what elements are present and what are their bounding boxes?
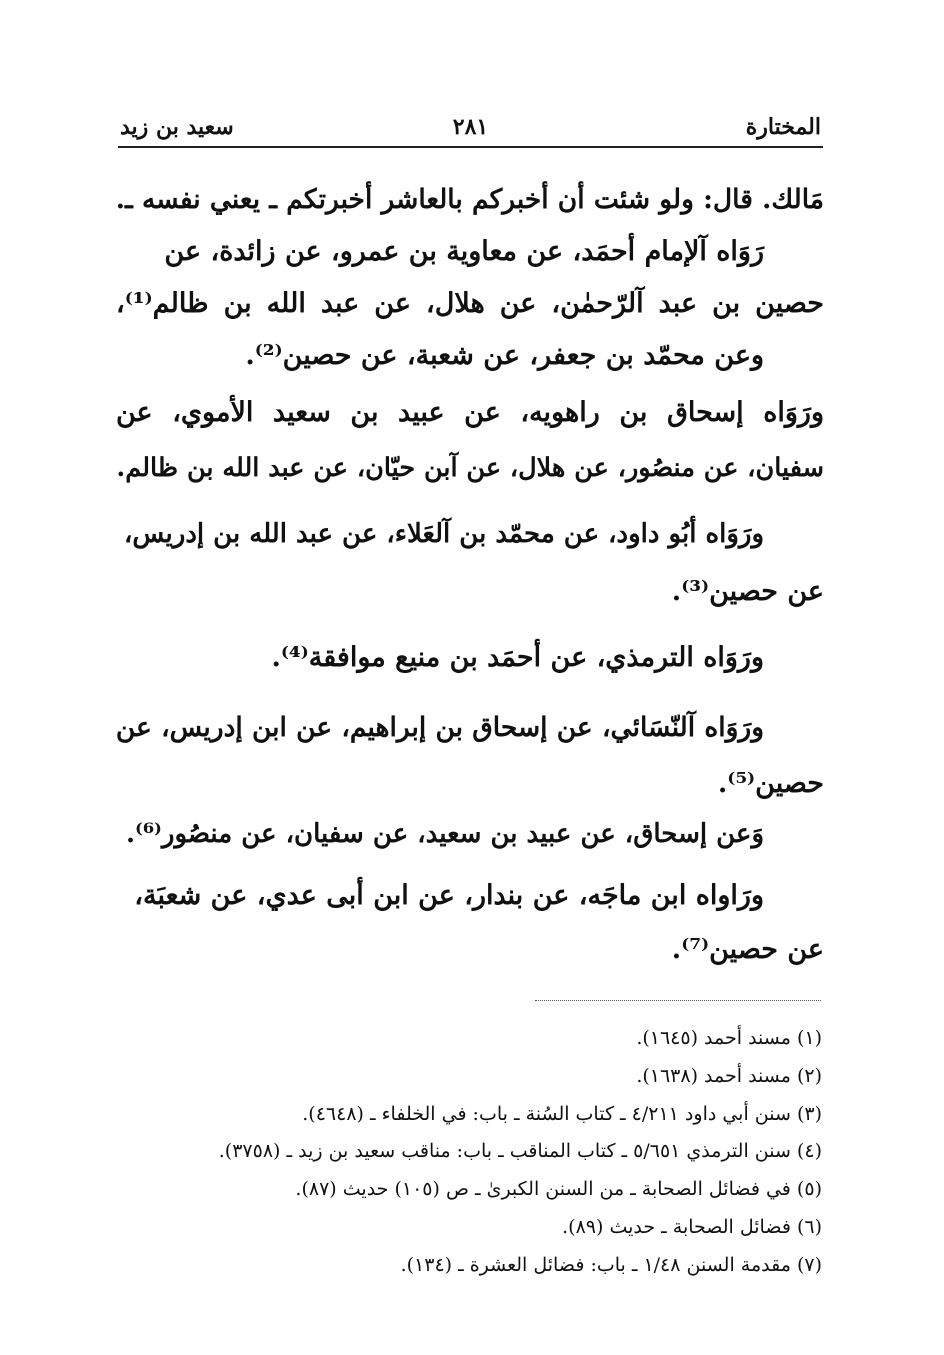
page-header bbox=[118, 112, 823, 148]
text-line: وَعن إسحاق، عن عبيد بن سعيد، عن سفيان، عن منصُور⁽⁶⁾. bbox=[125, 819, 764, 849]
footnote: (٤) سنن الترمذي ٥/٦٥١ ـ كتاب المناقب ـ باب: مناقب سعيد بن زيد ـ (٣٧٥٨). bbox=[218, 1140, 822, 1162]
book-title: المختارة bbox=[745, 114, 821, 140]
footnote: (٧) مقدمة السنن ١/٤٨ ـ باب: فضائل العشرة ـ (١٣٤). bbox=[400, 1254, 822, 1276]
footnote: (٢) مسند أحمد (١٦٣٨). bbox=[636, 1065, 822, 1087]
text-line: ورَوَاه أبُو داود، عن محمّد بن آلعَلاء، عن عبد الله بن إدريس، bbox=[123, 519, 764, 549]
text-line: ورَوَاه آلنّسَائي، عن إسحاق بن إبراهيم، عن ابن إدريس، عن bbox=[115, 712, 764, 743]
text-line: عن حصين⁽³⁾. bbox=[671, 576, 824, 607]
text-line: حصين⁽⁵⁾. bbox=[717, 768, 824, 799]
text-line: حصين بن عبد آلرّحمٰن، عن هلال، عن عبد الله بن ظالم⁽¹⁾، bbox=[116, 288, 824, 319]
text-line: ورَاواه ابن ماجَه، عن بندار، عن ابن أبى عدي، عن شعبَة، bbox=[134, 880, 764, 911]
footnote: (٥) في فضائل الصحابة ـ من السنن الكبرىٰ ـ ص (١٠٥) حديث (٨٧). bbox=[295, 1178, 822, 1200]
chapter-title: سعيد بن زيد bbox=[120, 114, 234, 140]
footnote: (٦) فضائل الصحابة ـ حديث (٨٩). bbox=[562, 1216, 822, 1238]
footnote-divider bbox=[535, 1000, 821, 1001]
text-line: عن حصين⁽⁷⁾. bbox=[671, 934, 824, 965]
text-line: ورَوَاه إسحاق بن راهويه، عن عبيد بن سعيد الأموي، عن bbox=[116, 397, 824, 428]
footnote: (١) مسند أحمد (١٦٤٥). bbox=[636, 1027, 822, 1049]
footnote: (٣) سنن أبي داود ٤/٢١١ ـ كتاب السُنة ـ باب: في الخلفاء ـ (٤٦٤٨). bbox=[302, 1103, 822, 1125]
text-line: وعن محمّد بن جعفر، عن شعبة، عن حصين⁽²⁾. bbox=[245, 340, 764, 371]
text-line: رَوَاه آلإمام أحمَد، عن معاوية بن عمرو، عن زائدة، عن bbox=[164, 236, 764, 267]
text-line: سفيان، عن منصُور، عن هلال، عن آبن حيّان، عن عبد الله بن ظالم. bbox=[116, 453, 824, 483]
text-line: ورَوَاه الترمذي، عن أحمَد بن منيع موافقة⁽⁴⁾. bbox=[271, 642, 764, 673]
text-line: مَالك. قال: ولو شئت أن أخبركم بالعاشر أخبرتكم ـ يعني نفسه ـ. bbox=[115, 184, 824, 215]
page-number: ٢٨١ bbox=[452, 114, 489, 140]
